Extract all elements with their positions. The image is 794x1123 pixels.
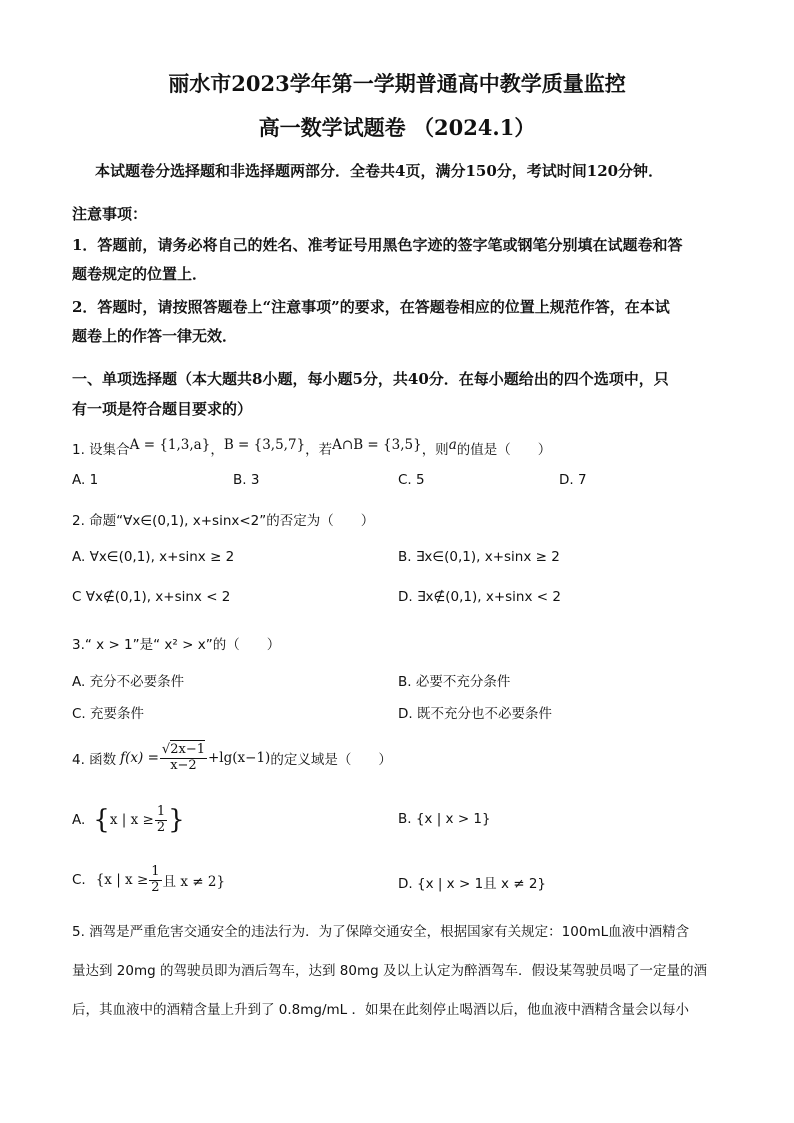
q4-option-a-text: x | x ≥ [109, 812, 154, 828]
q3-option-c: C. 充要条件 [72, 706, 145, 722]
q4-denominator: x−2 [170, 757, 197, 773]
q4-numerator: 2x−1 [170, 742, 205, 758]
page-subtitle: 高一数学试题卷 （2024.1） [258, 115, 536, 140]
q4-option-a [72, 800, 185, 840]
q4-option-c-num: 1 [151, 864, 160, 880]
q2-option-a: A. ∀x∈(0,1), x+sinx ≥ 2 [72, 549, 235, 565]
q3-option-d: D. 既不充分也不必要条件 [398, 706, 552, 722]
q1-cond-pre: ，若 [305, 442, 333, 458]
q4-suffix: 的定义域是（ ） [270, 752, 392, 768]
question-5-line1: 5. 酒驾是严重危害交通安全的违法行为．为了保障交通安全，根据国家有关规定：100mL血液中酒精含 [72, 924, 690, 940]
q1-prefix: 1. 设集合 [72, 442, 130, 458]
notice-item-1-line1: 1．答题前，请务必将自己的姓名、准考证号用黑色字迹的签字笔或钢笔分别填在试题卷和答 [72, 236, 683, 254]
q2-option-b: B. ∃x∈(0,1), x+sinx ≥ 2 [398, 549, 560, 565]
question-1-stem: 1. 设集合A = {1,3,a}，B = {3,5,7}，若A∩B = {3,5}，则a的值是（ ） [72, 437, 552, 458]
page-title: 丽水市2023学年第一学期普通高中教学质量监控 [168, 71, 626, 96]
section-heading-line2: 有一项是符合题目要求的） [72, 400, 253, 418]
q1-cond-post: ，则 [421, 442, 449, 458]
q1-option-d: D. 7 [559, 472, 587, 488]
q4-function: f(x) = [120, 750, 159, 766]
q4-option-c-label: C. [72, 872, 86, 888]
question-5-line3: 后，其血液中的酒精含量上升到了 0.8mg/mL ．如果在此刻停止喝酒以后，他血液中酒精含量会以每小 [72, 1002, 689, 1018]
q4-option-d: D. {x | x > 1且 x ≠ 2} [398, 876, 547, 892]
question-5-line2: 量达到 20mg 的驾驶员即为酒后驾车，达到 80mg 及以上认定为醉酒驾车．假设某驾驶员喝了一定量的酒 [72, 963, 707, 979]
q3-option-a: A. 充分不必要条件 [72, 674, 185, 690]
question-2-stem: 2. 命题“∀x∈(0,1), x+sinx<2”的否定为（ ） [72, 513, 375, 529]
q1-set-a: A = {1,3,a} [129, 437, 211, 453]
q4-option-a-den: 2 [156, 819, 166, 835]
q1-suffix: 的值是（ ） [456, 442, 552, 458]
q1-set-b: B = {3,5,7} [223, 437, 306, 453]
q1-condition: A∩B = {3,5} [332, 437, 422, 453]
q4-option-c [72, 860, 225, 900]
q4-fraction: $\frac{√2x-1}{x-2}$ [161, 742, 205, 773]
q4-option-a-num: 1 [156, 804, 166, 820]
q1-option-b: B. 3 [233, 472, 260, 488]
question-3-stem: 3.“ x > 1”是“ x² > x”的（ ） [72, 637, 281, 653]
q2-option-c: C ∀x∉(0,1), x+sinx < 2 [72, 589, 231, 605]
q1-option-c: C. 5 [398, 472, 425, 488]
q4-log-term: +lg(x−1) [208, 750, 271, 766]
notice-heading: 注意事项： [72, 205, 148, 223]
q4-option-c-post: 且 x ≠ 2} [162, 874, 226, 890]
q4-option-c-den: 2 [151, 879, 160, 895]
notice-item-2-line1: 2．答题时，请按照答题卷上“注意事项”的要求，在答题卷相应的位置上规范作答，在本试 [72, 298, 670, 316]
q1-option-a: A. 1 [72, 472, 99, 488]
q4-option-a-label: A. [72, 812, 86, 828]
notice-item-1-line2: 题卷规定的位置上． [72, 265, 208, 283]
notice-item-2-line2: 题卷上的作答一律无效． [72, 327, 238, 345]
q4-prefix: 4. 函数 [72, 752, 117, 768]
left-brace-icon: { [93, 805, 110, 835]
q1-variable: a [448, 437, 457, 453]
q4-option-b: B. {x | x > 1} [398, 811, 491, 827]
q2-option-d: D. ∃x∉(0,1), x+sinx < 2 [398, 589, 561, 605]
right-brace-icon: } [168, 805, 185, 835]
section-heading-line1: 一、单项选择题（本大题共8小题，每小题5分，共40分．在每小题给出的四个选项中，只 [72, 370, 669, 388]
exam-intro: 本试题卷分选择题和非选择题两部分．全卷共4页，满分150分，考试时间120分钟． [95, 162, 664, 180]
question-4-stem [72, 736, 392, 780]
q4-option-c-pre: {x | x ≥ [95, 872, 149, 888]
q3-option-b: B. 必要不充分条件 [398, 674, 511, 690]
